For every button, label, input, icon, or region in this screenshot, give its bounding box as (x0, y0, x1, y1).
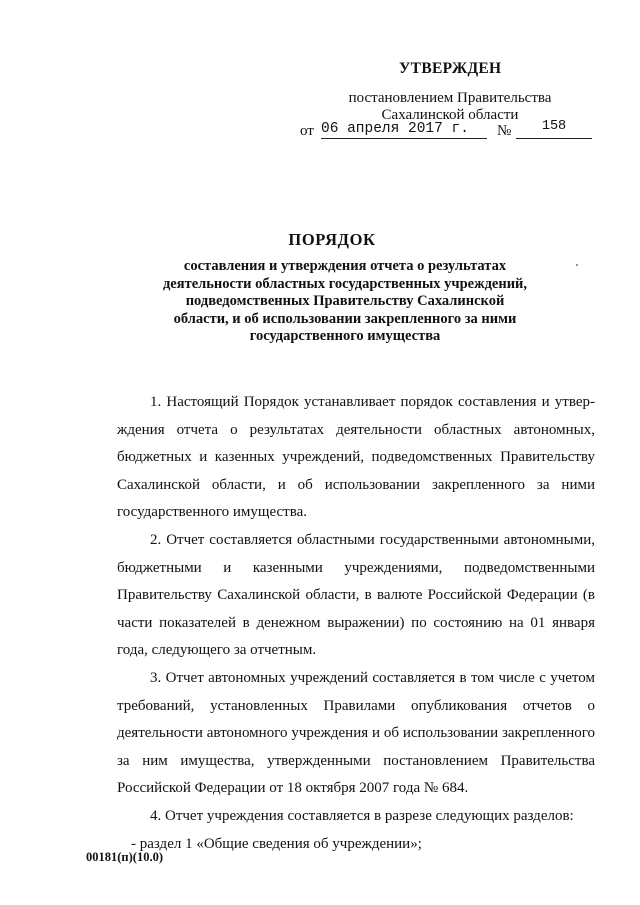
list-item-section-1: - раздел 1 «Общие сведения об учреждении»; (131, 835, 422, 852)
document-code: 00181(п)(10.0) (86, 850, 163, 864)
approval-line-1: постановлением Правительства (348, 90, 552, 106)
paragraph-2: 2. Отчет составляется областными государственными автономными, бюджетными и казенными учреждениями, подведомственными Правительству Сахалинской области, в валюте Российской Федерации (в части показателей в денежном выражении) по состоянию на 01 января года, следующего за отчетным. (117, 531, 595, 659)
number-label: № (497, 123, 512, 139)
document-subtitle (150, 258, 540, 346)
approval-stamp-heading: УТВЕРЖДЕН (399, 60, 502, 77)
scan-speck (576, 264, 578, 266)
paragraph-4: 4. Отчет учреждения составляется в разрезе следующих разделов: (150, 807, 574, 824)
paragraph-1: 1. Настоящий Порядок устанавливает порядок составления и утверждения отчета о результатах деятельности областных автономных, бюджетных и казенных учреждений, подведомственных Правительству Сахалинской области, и об использовании закрепленного за ними государственного имущества. (117, 394, 595, 521)
subtitle-line: подведомственных Правительству Сахалинской (185, 293, 505, 309)
subtitle-line: составления и утверждения отчета о результатах (183, 258, 507, 274)
approval-number: 158 (516, 119, 592, 139)
approval-date: 06 апреля 2017 г. (321, 121, 487, 139)
subtitle-line: государственного имущества (249, 328, 441, 344)
paragraph-3: 3. Отчет автономных учреждений составляется в том числе с учетом требований, установленных Правилами опубликования отчетов о деятельности автономного учреждения и об использовании закрепленного за ним имущества, утвержденными постановлением Правительства Российской Федерации от 18 октября 2007 года № 684. (117, 669, 595, 797)
subtitle-line: деятельности областных государственных учреждений, (162, 275, 528, 292)
approval-block (0, 0, 640, 150)
subtitle-line: области, и об использовании закрепленного за ними (173, 310, 517, 327)
approval-line-2: Сахалинской области (381, 107, 519, 123)
document-body (117, 389, 595, 858)
from-label: от (300, 123, 314, 139)
document-title: ПОРЯДОК (288, 230, 376, 249)
